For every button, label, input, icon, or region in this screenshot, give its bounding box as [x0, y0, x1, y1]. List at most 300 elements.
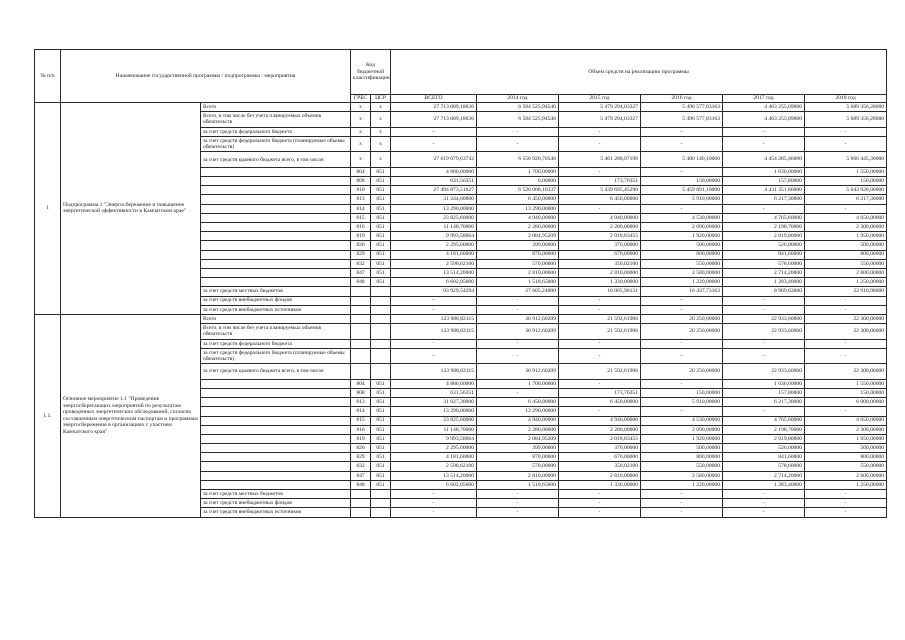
- year-value-cell: 150,00000: [805, 177, 887, 186]
- grbs-code: 829: [351, 453, 371, 462]
- year-value-cell: 1 630,60000: [723, 379, 805, 388]
- csr-code: x: [371, 112, 391, 128]
- csr-code: x: [371, 136, 391, 152]
- csr-code: 051: [371, 462, 391, 471]
- year-value-cell: 1 283,40000: [723, 480, 805, 489]
- year-value-cell: 4 463 255,09000: [723, 112, 805, 128]
- csr-code: 051: [371, 453, 391, 462]
- total-value-cell: 13 514,20000: [391, 268, 477, 277]
- grbs-code: 804: [351, 379, 371, 388]
- grbs-code: [351, 287, 371, 296]
- year-value-cell: 36 912,60209: [477, 324, 559, 340]
- year-value-cell: -: [559, 296, 641, 305]
- year-value-cell: 2 300,00000: [805, 425, 887, 434]
- total-value-cell: 27 713 009,18036: [391, 112, 477, 128]
- year-value-cell: 2 084,95209: [477, 434, 559, 443]
- year-value-cell: -: [805, 348, 887, 364]
- total-value-cell: 4 181,60000: [391, 453, 477, 462]
- funding-source-label: [201, 213, 351, 222]
- year-value-cell: -: [641, 407, 723, 416]
- grbs-code: 810: [351, 186, 371, 195]
- grbs-code: [351, 296, 371, 305]
- csr-code: 051: [371, 278, 391, 287]
- year-value-cell: 20 250,00000: [641, 364, 723, 380]
- header-name: Наименование государственной программы / подпрограммы / мероприятия: [61, 50, 351, 103]
- csr-code: 051: [371, 167, 391, 176]
- year-value-cell: 1 550,00000: [805, 379, 887, 388]
- year-value-cell: -: [723, 407, 805, 416]
- funding-source-label: Всего, в том числе без учета планируемых объемов обязательств: [201, 112, 351, 128]
- year-value-cell: -: [477, 296, 559, 305]
- funding-source-label: за счет средств федерального бюджета: [201, 127, 351, 136]
- table-row: [35, 314, 887, 323]
- year-value-cell: 2 810,00000: [559, 471, 641, 480]
- year-value-cell: 5 496 577,83163: [641, 103, 723, 112]
- year-value-cell: -: [559, 127, 641, 136]
- grbs-code: [351, 314, 371, 323]
- header-csr: ЦСР: [371, 95, 391, 103]
- csr-code: 051: [371, 434, 391, 443]
- year-value-cell: 6 450,00000: [477, 398, 559, 407]
- year-value-cell: -: [559, 305, 641, 314]
- year-value-cell: 570,00000: [477, 462, 559, 471]
- year-value-cell: -: [641, 339, 723, 348]
- year-value-cell: 1 700,00000: [477, 379, 559, 388]
- year-value-cell: 4 940,00000: [477, 416, 559, 425]
- year-value-cell: 22 933,60000: [723, 324, 805, 340]
- year-value-cell: -: [559, 136, 641, 152]
- funding-source-label: [201, 167, 351, 176]
- total-value-cell: 13 514,20000: [391, 471, 477, 480]
- csr-code: [371, 339, 391, 348]
- year-value-cell: -: [723, 348, 805, 364]
- year-value-cell: 6 217,30000: [805, 195, 887, 204]
- year-value-cell: 18 005,96131: [559, 287, 641, 296]
- year-value-cell: 2 600,00000: [805, 471, 887, 480]
- funding-source-label: за счет средств краевого бюджета всего, в том числе:: [201, 152, 351, 168]
- year-value-cell: 22 910,98000: [805, 287, 887, 296]
- funding-source-label: за счет средств внебюджетных фондов: [201, 499, 351, 508]
- year-value-cell: 4 650,00000: [805, 416, 887, 425]
- csr-code: x: [371, 152, 391, 168]
- year-value-cell: 173,76351: [559, 177, 641, 186]
- year-value-cell: 2 810,00000: [559, 268, 641, 277]
- table-body: [35, 103, 887, 518]
- grbs-code: [351, 305, 371, 314]
- year-value-cell: 1 220,00000: [641, 278, 723, 287]
- grbs-code: 848: [351, 278, 371, 287]
- year-value-cell: 2 280,00000: [559, 425, 641, 434]
- header-year-2018: 2018 год: [805, 95, 887, 103]
- year-value-cell: 16 437,73163: [641, 287, 723, 296]
- year-value-cell: 550,00000: [641, 462, 723, 471]
- year-value-cell: 36 912,60209: [477, 314, 559, 323]
- csr-code: 051: [371, 186, 391, 195]
- funding-source-label: [201, 204, 351, 213]
- year-value-cell: 4 463 255,09000: [723, 103, 805, 112]
- year-value-cell: -: [805, 204, 887, 213]
- total-value-cell: 631,56351: [391, 388, 477, 397]
- year-value-cell: 5 480 140,10000: [641, 152, 723, 168]
- year-value-cell: 2 280,00000: [559, 223, 641, 232]
- total-value-cell: 4 181,60000: [391, 250, 477, 259]
- year-value-cell: 1 630,60000: [723, 167, 805, 176]
- total-value-cell: 2 295,00000: [391, 241, 477, 250]
- year-value-cell: 6 520 008,10337: [477, 186, 559, 195]
- csr-code: 051: [371, 250, 391, 259]
- year-value-cell: 157,80000: [723, 388, 805, 397]
- year-value-cell: -: [641, 296, 723, 305]
- funding-source-label: за счет средств внебюджетных источников: [201, 508, 351, 517]
- total-value-cell: 2 295,00000: [391, 444, 477, 453]
- year-value-cell: -: [477, 305, 559, 314]
- year-value-cell: 4 765,60000: [723, 213, 805, 222]
- year-value-cell: 6 217,30000: [723, 195, 805, 204]
- year-value-cell: -: [559, 379, 641, 388]
- year-value-cell: 1 550,00000: [805, 167, 887, 176]
- csr-code: [371, 508, 391, 517]
- funding-source-label: [201, 453, 351, 462]
- year-value-cell: 2 198,70000: [723, 223, 805, 232]
- year-value-cell: 526,00000: [723, 444, 805, 453]
- funding-source-label: за счет средств внебюджетных фондов: [201, 296, 351, 305]
- year-value-cell: 5 479 294,03327: [559, 103, 641, 112]
- funding-source-label: [201, 278, 351, 287]
- year-value-cell: 800,00000: [805, 453, 887, 462]
- funding-source-label: [201, 186, 351, 195]
- year-value-cell: -: [723, 204, 805, 213]
- funding-source-label: [201, 407, 351, 416]
- year-value-cell: -: [805, 305, 887, 314]
- year-value-cell: 8 969,63000: [723, 287, 805, 296]
- year-value-cell: 550,00000: [805, 259, 887, 268]
- year-value-cell: 4 940,00000: [477, 213, 559, 222]
- year-value-cell: 550,00000: [805, 462, 887, 471]
- year-value-cell: 1 950,00000: [805, 232, 887, 241]
- year-value-cell: 5 666 445,30000: [805, 152, 887, 168]
- year-value-cell: 1 920,00000: [641, 232, 723, 241]
- grbs-code: 808: [351, 177, 371, 186]
- total-value-cell: -: [391, 348, 477, 364]
- year-value-cell: -: [559, 490, 641, 499]
- funding-source-label: [201, 425, 351, 434]
- csr-code: 051: [371, 259, 391, 268]
- year-value-cell: 6 450,00000: [477, 195, 559, 204]
- total-value-cell: 2 598,62100: [391, 462, 477, 471]
- funding-source-label: [201, 480, 351, 489]
- year-value-cell: 6 450,00000: [559, 398, 641, 407]
- funding-source-label: [201, 416, 351, 425]
- grbs-code: 819: [351, 232, 371, 241]
- year-value-cell: 4 530,00000: [641, 416, 723, 425]
- csr-code: 051: [371, 232, 391, 241]
- year-value-cell: 1 250,00000: [805, 278, 887, 287]
- grbs-code: x: [351, 112, 371, 128]
- year-value-cell: 22 933,60000: [723, 364, 805, 380]
- year-value-cell: 841,60000: [723, 453, 805, 462]
- grbs-code: 832: [351, 462, 371, 471]
- year-value-cell: 350,02100: [559, 259, 641, 268]
- grbs-code: 832: [351, 259, 371, 268]
- grbs-code: x: [351, 103, 371, 112]
- funding-source-label: за счет средств федерального бюджета (планируемые объемы обязательств): [201, 348, 351, 364]
- total-value-cell: -: [391, 296, 477, 305]
- year-value-cell: 2 810,00000: [477, 268, 559, 277]
- grbs-code: 804: [351, 167, 371, 176]
- csr-code: 051: [371, 241, 391, 250]
- year-value-cell: 173,76351: [559, 388, 641, 397]
- header-volume: Объем средств на реализацию программы: [391, 50, 887, 95]
- grbs-code: 815: [351, 213, 371, 222]
- total-value-cell: 27 494 873,51627: [391, 186, 477, 195]
- year-value-cell: 150,00000: [641, 388, 723, 397]
- funding-source-label: Всего: [201, 314, 351, 323]
- year-value-cell: 550,00000: [641, 259, 723, 268]
- grbs-code: [351, 508, 371, 517]
- year-value-cell: 22 933,60000: [723, 314, 805, 323]
- total-value-cell: 27 713 009,18036: [391, 103, 477, 112]
- year-value-cell: 399,00000: [477, 444, 559, 453]
- year-value-cell: 6 000,00000: [805, 398, 887, 407]
- year-value-cell: 2 714,20000: [723, 471, 805, 480]
- total-value-cell: -: [391, 499, 477, 508]
- section-name: Подпрограмма 1 "Энергосбережение и повышение энергетической эффективности в Камчатском крае": [61, 103, 201, 315]
- csr-code: [371, 296, 391, 305]
- year-value-cell: -: [805, 407, 887, 416]
- year-value-cell: 870,00000: [477, 250, 559, 259]
- total-value-cell: -: [391, 339, 477, 348]
- grbs-code: 847: [351, 471, 371, 480]
- year-value-cell: -: [477, 508, 559, 517]
- funding-source-label: [201, 444, 351, 453]
- year-value-cell: -: [641, 167, 723, 176]
- total-value-cell: 31 027,30000: [391, 398, 477, 407]
- total-value-cell: 11 148,70000: [391, 223, 477, 232]
- year-value-cell: 5 910,00000: [641, 398, 723, 407]
- year-value-cell: -: [559, 499, 641, 508]
- year-value-cell: -: [641, 136, 723, 152]
- year-value-cell: -: [477, 339, 559, 348]
- grbs-code: 814: [351, 407, 371, 416]
- grbs-code: 813: [351, 195, 371, 204]
- year-value-cell: 1 220,00000: [641, 480, 723, 489]
- year-value-cell: 526,00000: [723, 241, 805, 250]
- csr-code: [371, 499, 391, 508]
- table-row: [35, 103, 887, 112]
- year-value-cell: 6 584 525,94546: [477, 112, 559, 128]
- year-value-cell: 27 605,24000: [477, 287, 559, 296]
- header-year-2015: 2015 год: [559, 95, 641, 103]
- year-value-cell: 4 765,60000: [723, 416, 805, 425]
- grbs-code: 848: [351, 480, 371, 489]
- funding-source-label: [201, 250, 351, 259]
- year-value-cell: 500,00000: [641, 444, 723, 453]
- csr-code: 051: [371, 425, 391, 434]
- year-value-cell: 1 950,00000: [805, 434, 887, 443]
- total-value-cell: 13 290,00000: [391, 204, 477, 213]
- header-year-2016: 2016 год: [641, 95, 723, 103]
- year-value-cell: 20 250,00000: [641, 314, 723, 323]
- year-value-cell: 2 600,00000: [805, 268, 887, 277]
- year-value-cell: 2 280,00000: [477, 223, 559, 232]
- total-value-cell: 13 290,00000: [391, 407, 477, 416]
- funding-source-label: Всего, в том числе без учета планируемых объемов обязательств: [201, 324, 351, 340]
- header-grbs: ГРБС: [351, 95, 371, 103]
- total-value-cell: 6 602,05000: [391, 278, 477, 287]
- year-value-cell: 4 530,00000: [641, 213, 723, 222]
- total-value-cell: 27 619 079,63742: [391, 152, 477, 168]
- year-value-cell: -: [805, 296, 887, 305]
- year-value-cell: 20 250,00000: [641, 324, 723, 340]
- header-code: Код бюджетной классификации: [351, 50, 391, 95]
- funding-source-label: за счет средств местных бюджетов: [201, 287, 351, 296]
- year-value-cell: -: [723, 305, 805, 314]
- csr-code: [371, 287, 391, 296]
- year-value-cell: 5 910,00000: [641, 195, 723, 204]
- year-value-cell: 841,60000: [723, 250, 805, 259]
- year-value-cell: 1 920,00000: [641, 434, 723, 443]
- year-value-cell: -: [559, 407, 641, 416]
- year-value-cell: 5 461 288,07196: [559, 152, 641, 168]
- year-value-cell: 570,00000: [477, 259, 559, 268]
- funding-source-label: за счет средств федерального бюджета (планируемые объемы обязательств): [201, 136, 351, 152]
- year-value-cell: -: [805, 508, 887, 517]
- grbs-code: [351, 339, 371, 348]
- total-value-cell: 631,56351: [391, 177, 477, 186]
- year-value-cell: 4 940,00000: [559, 213, 641, 222]
- header-year-2017: 2017 год: [723, 95, 805, 103]
- year-value-cell: 5 643 928,00000: [805, 186, 887, 195]
- total-value-cell: 2 598,62100: [391, 259, 477, 268]
- year-value-cell: 2 580,00000: [641, 471, 723, 480]
- total-value-cell: 93 929,54294: [391, 287, 477, 296]
- grbs-code: x: [351, 152, 371, 168]
- grbs-code: 816: [351, 425, 371, 434]
- total-value-cell: -: [391, 490, 477, 499]
- year-value-cell: -: [723, 499, 805, 508]
- year-value-cell: -: [805, 499, 887, 508]
- grbs-code: [351, 364, 371, 380]
- year-value-cell: 1 518,65000: [477, 278, 559, 287]
- csr-code: 051: [371, 416, 391, 425]
- total-value-cell: 6 602,05000: [391, 480, 477, 489]
- total-value-cell: 11 148,70000: [391, 425, 477, 434]
- grbs-code: 826: [351, 444, 371, 453]
- total-value-cell: -: [391, 127, 477, 136]
- year-value-cell: 6 556 920,70546: [477, 152, 559, 168]
- csr-code: [371, 314, 391, 323]
- csr-code: 051: [371, 388, 391, 397]
- year-value-cell: -: [641, 490, 723, 499]
- total-value-cell: 31 244,60000: [391, 195, 477, 204]
- total-value-cell: 9 993,58664: [391, 434, 477, 443]
- funding-source-label: за счет средств местных бюджетов: [201, 490, 351, 499]
- grbs-code: x: [351, 127, 371, 136]
- grbs-code: [351, 348, 371, 364]
- grbs-code: [351, 499, 371, 508]
- header-row-main: [35, 50, 887, 95]
- header-year-2014: 2014 год: [477, 95, 559, 103]
- year-value-cell: -: [559, 167, 641, 176]
- year-value-cell: -: [723, 339, 805, 348]
- year-value-cell: -: [723, 508, 805, 517]
- year-value-cell: 2 280,00000: [477, 425, 559, 434]
- total-value-cell: -: [391, 508, 477, 517]
- year-value-cell: 5 496 577,83163: [641, 112, 723, 128]
- grbs-code: [351, 490, 371, 499]
- csr-code: [371, 324, 391, 340]
- year-value-cell: 500,00000: [805, 444, 887, 453]
- year-value-cell: 2 090,00000: [641, 223, 723, 232]
- funding-source-label: [201, 379, 351, 388]
- csr-code: [371, 305, 391, 314]
- funding-source-label: Всего: [201, 103, 351, 112]
- year-value-cell: 4 650,00000: [805, 213, 887, 222]
- csr-code: x: [371, 127, 391, 136]
- year-value-cell: -: [477, 136, 559, 152]
- year-value-cell: 2 019,80000: [723, 434, 805, 443]
- year-value-cell: 0,00000: [477, 177, 559, 186]
- funding-source-label: [201, 462, 351, 471]
- year-value-cell: 2 300,00000: [805, 223, 887, 232]
- csr-code: 051: [371, 379, 391, 388]
- grbs-code: 819: [351, 434, 371, 443]
- year-value-cell: -: [559, 204, 641, 213]
- section-number: 1: [35, 103, 61, 315]
- year-value-cell: -: [723, 136, 805, 152]
- funding-source-label: [201, 232, 351, 241]
- year-value-cell: -: [641, 305, 723, 314]
- funding-source-label: за счет средств внебюджетных источников: [201, 305, 351, 314]
- year-value-cell: 4 940,00000: [559, 416, 641, 425]
- year-value-cell: -: [723, 490, 805, 499]
- csr-code: 051: [371, 480, 391, 489]
- total-value-cell: 9 993,58664: [391, 232, 477, 241]
- year-value-cell: 800,00000: [805, 250, 887, 259]
- year-value-cell: -: [559, 339, 641, 348]
- year-value-cell: 6 217,30000: [723, 398, 805, 407]
- year-value-cell: 21 592,61906: [559, 314, 641, 323]
- year-value-cell: -: [805, 339, 887, 348]
- year-value-cell: 500,00000: [805, 241, 887, 250]
- funding-source-label: [201, 223, 351, 232]
- year-value-cell: 22 300,00000: [805, 324, 887, 340]
- year-value-cell: 350,02100: [559, 462, 641, 471]
- year-value-cell: -: [477, 348, 559, 364]
- year-value-cell: 1 700,00000: [477, 167, 559, 176]
- grbs-code: 814: [351, 204, 371, 213]
- total-value-cell: 123 988,82115: [391, 364, 477, 380]
- total-value-cell: -: [391, 136, 477, 152]
- csr-code: [371, 490, 391, 499]
- year-value-cell: 370,00000: [559, 241, 641, 250]
- grbs-code: 813: [351, 398, 371, 407]
- year-value-cell: 5 439 695,45290: [559, 186, 641, 195]
- total-value-cell: 23 825,60000: [391, 213, 477, 222]
- year-value-cell: 2 018,83455: [559, 434, 641, 443]
- year-value-cell: 21 592,61906: [559, 364, 641, 380]
- year-value-cell: 5 459 891,10000: [641, 186, 723, 195]
- year-value-cell: 2 090,00000: [641, 425, 723, 434]
- year-value-cell: 4 431 351,86000: [723, 186, 805, 195]
- year-value-cell: 2 084,95209: [477, 232, 559, 241]
- year-value-cell: -: [477, 127, 559, 136]
- year-value-cell: -: [723, 127, 805, 136]
- budget-table: [34, 49, 887, 518]
- year-value-cell: 670,00000: [559, 453, 641, 462]
- year-value-cell: 370,00000: [559, 444, 641, 453]
- year-value-cell: -: [641, 348, 723, 364]
